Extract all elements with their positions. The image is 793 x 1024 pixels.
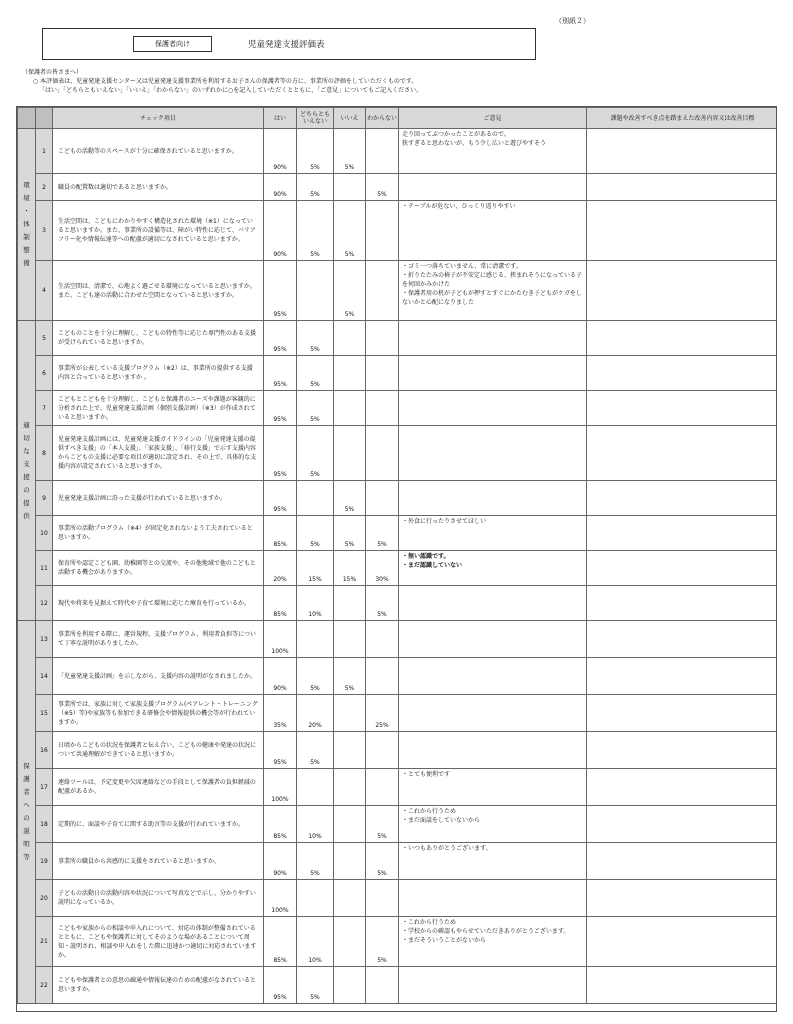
improvement-cell [587,391,778,426]
improvement-cell [587,356,778,391]
check-item-text: こどもや保護者との意思の疎通や情報伝達のための配慮がなされていると思いますか。 [53,967,264,1004]
category-char: 備 [23,259,30,267]
improvement-cell [587,426,778,481]
category-char: 援 [23,472,30,481]
opinion-cell [399,516,587,551]
category-char: 明 [23,840,30,848]
answer-yes: 95% [264,391,297,426]
item-number: 21 [36,917,53,967]
opinion-line: ・いつもありがとうございます。 [402,845,492,852]
table-row [18,321,778,356]
answer-yes: 95% [264,321,297,356]
table-row [18,658,778,695]
answer-neither [297,880,334,917]
improvement-cell [587,321,778,356]
improvement-cell [587,732,778,769]
category-char: な [23,446,30,455]
improvement-cell [587,551,778,586]
answer-unknown [366,621,399,658]
check-item-text: 生活空間は、こどもにわかりやすく構造化された環境（※1）になっていると思いますか。また、事業所の設備等は、障がい特性に応じて、バリアフリー化や情報伝達等への配慮が適切になされていると思いますか。 [53,201,264,261]
check-item-text: 事業所の職員から共感的に支援をされていると思いますか。 [53,843,264,880]
header-opinion: ご意見 [399,108,587,129]
improvement-cell [587,843,778,880]
check-item-text: 現代や将来を見据えて時代や子育て環境に応じた療育を行っているか。 [53,586,264,621]
check-item-text: こどもとこどもを十分理解し、こどもと保護者のニーズや課題が客観的に分析された上で、児童発達支援計画（個別支援計画）（※3）が作成されていると思いますか。 [53,391,264,426]
check-item-text: 生活空間は、清潔で、心地よく過ごせる環境になっていると思いますか。また、こども達の活動に合わせた空間となっていると思いますか。 [53,261,264,321]
table-row [18,695,778,732]
item-number: 11 [36,551,53,586]
answer-no [334,586,366,621]
opinion-line: ・まだそういうことがないから [402,937,487,944]
category-char: 支 [23,459,30,468]
opinion-line: ・これから行うため [402,808,457,815]
answer-unknown: 5% [366,843,399,880]
check-item-text: 連絡ツールは、予定変更や欠席連絡などの手段として保護者の負担軽減の配慮があるか。 [53,769,264,806]
check-item-text: 子どもの活動日の活動内容や状況について写真などで示し、分かりやすい説明になっているか。 [53,880,264,917]
opinion-cell [399,917,587,967]
answer-yes: 95% [264,732,297,769]
evaluation-table [17,107,777,1004]
category-char: 切 [23,433,30,442]
category-char: 供 [23,511,30,520]
answer-unknown [366,880,399,917]
answer-neither: 20% [297,695,334,732]
item-number: 10 [36,516,53,551]
item-number: 3 [36,201,53,261]
opinion-cell [399,481,587,516]
table-row [18,174,778,201]
answer-neither: 15% [297,551,334,586]
item-number: 8 [36,426,53,481]
check-item-text: 児童発達支援計画には、児童発達支援ガイドラインの「児童発達支援の提供すべき支援」の「本人支援」、「家族支援」、「移行支援」で示す支援内容からこどもの支援に必要な項目が適切に設定され、その上で、具体的な支援内容が設定されていると思いますか。 [53,426,264,481]
answer-yes: 95% [264,356,297,391]
category-char: 保 [23,762,30,770]
answer-no: 5% [334,481,366,516]
item-number: 9 [36,481,53,516]
answer-yes: 100% [264,621,297,658]
item-number: 15 [36,695,53,732]
answer-unknown [366,967,399,1004]
answer-yes: 85% [264,586,297,621]
check-item-text: 日頃からこどもの状況を保護者と伝え合い、こどもの健康や発達の状況について共通理解ができていると思いますか。 [53,732,264,769]
opinion-line: ・折りたたみの椅子が不安定に感じる、挟まれそうになっている子を何回かみかけた [402,272,583,288]
answer-unknown [366,732,399,769]
opinion-line: ・学校からの確認もやらせていただきありがとうございます。 [402,928,570,935]
check-item-text: 事業所では、家族に対して家族支援プログラム(ペアレント・トレーニング（※5）等)や家族等も参加できる研修会や情報提供の機会等が行われていますか。 [53,695,264,732]
check-item-text: 児童発達支援計画に沿った支援が行われていると思いますか。 [53,481,264,516]
answer-neither: 5% [297,356,334,391]
answer-yes: 100% [264,769,297,806]
table-row [18,880,778,917]
category-char: 制 [23,233,30,241]
improvement-cell [587,261,778,321]
item-number: 14 [36,658,53,695]
table-row [18,732,778,769]
answer-yes: 85% [264,516,297,551]
table-row [18,356,778,391]
opinion-cell [399,356,587,391]
answer-neither [297,769,334,806]
answer-neither: 5% [297,967,334,1004]
improvement-cell [587,658,778,695]
opinion-cell [399,426,587,481]
answer-unknown: 5% [366,516,399,551]
header-no: いいえ [334,108,366,129]
answer-yes: 90% [264,201,297,261]
item-number: 5 [36,321,53,356]
evaluation-sheet [16,106,777,1012]
check-item-text: 「児童発達支援計画」を示しながら、支援内容の説明がなされましたか。 [53,658,264,695]
item-number: 20 [36,880,53,917]
answer-no: 5% [334,658,366,695]
check-item-text: 定期的に、面談や子育てに関する助言等の支援が行われていますか。 [53,806,264,843]
answer-no: 5% [334,129,366,174]
opinion-line: ・まだ認識していない [402,562,463,569]
answer-neither [297,621,334,658]
item-number: 12 [36,586,53,621]
table-header-row [18,108,778,129]
answer-no [334,806,366,843]
answer-no [334,391,366,426]
opinion-cell [399,586,587,621]
answer-no [334,917,366,967]
improvement-cell [587,695,778,732]
answer-yes: 85% [264,917,297,967]
answer-unknown [366,321,399,356]
improvement-cell [587,129,778,174]
answer-neither: 5% [297,843,334,880]
header-neither: どちらとも いえない [297,108,334,129]
answer-no [334,321,366,356]
intro-text [22,68,422,95]
answer-no [334,769,366,806]
answer-neither: 5% [297,391,334,426]
table-row [18,621,778,658]
check-item-text: こどもや家族からの相談や申入れについて、対応の体制が整備されているとともに、こどもや保護者に対してそのような場があることについて周知・説明され、相談や申入れをした際に迅速かつ適切に対応されていますか。 [53,917,264,967]
answer-no: 5% [334,516,366,551]
opinion-cell [399,658,587,695]
opinion-line: ・まだ面談をしていないから [402,817,481,824]
opinion-line: ・とても便利です [402,771,451,778]
opinion-cell [399,695,587,732]
answer-yes: 20% [264,551,297,586]
item-number: 2 [36,174,53,201]
answer-unknown: 5% [366,917,399,967]
header-yes: はい [264,108,297,129]
improvement-cell [587,621,778,658]
opinion-cell [399,321,587,356]
answer-yes: 95% [264,967,297,1004]
answer-unknown [366,391,399,426]
answer-unknown [366,481,399,516]
table-row [18,261,778,321]
table-row [18,769,778,806]
improvement-cell [587,516,778,551]
category-char: 環 [23,181,30,189]
answer-neither: 10% [297,806,334,843]
answer-yes: 95% [264,261,297,321]
item-number: 7 [36,391,53,426]
opinion-line: 狭すぎると思わないが、もう少し広いと遊びやすそう [402,140,547,147]
opinion-line: ・これから行うため [402,919,457,926]
table-row [18,201,778,261]
opinion-cell [399,391,587,426]
answer-unknown [366,261,399,321]
check-item-text: 職員の配置数は適切であると思いますか。 [53,174,264,201]
answer-neither: 5% [297,174,334,201]
answer-neither: 5% [297,426,334,481]
answer-no: 5% [334,201,366,261]
answer-unknown [366,129,399,174]
answer-neither: 5% [297,129,334,174]
answer-unknown [366,769,399,806]
opinion-cell [399,806,587,843]
improvement-cell [587,769,778,806]
opinion-line: ・無い認識です。 [402,553,450,560]
opinion-line: ・保護者用の机が子どもが押すとすぐにかたむき子どもがケガをしないかと心配になりました [402,290,582,306]
item-number: 19 [36,843,53,880]
answer-no [334,843,366,880]
category-char: 等 [23,853,30,861]
answer-neither: 5% [297,321,334,356]
answer-unknown: 5% [366,806,399,843]
category-char: 者 [23,788,30,796]
table-row [18,917,778,967]
answer-no [334,967,366,1004]
item-number: 1 [36,129,53,174]
item-number: 6 [36,356,53,391]
answer-no [334,621,366,658]
header-corner [18,108,36,129]
category-char: 体 [23,220,30,228]
item-number: 16 [36,732,53,769]
check-item-text: 事業所の活動プログラム（※4）が固定化されないよう工夫されていると思いますか。 [53,516,264,551]
answer-yes: 95% [264,426,297,481]
table-row [18,516,778,551]
opinion-line: ・外食に行ったりさせてほしい [402,518,487,525]
category-char: ・ [23,207,30,215]
category-char: 説 [23,827,30,835]
answer-unknown: 30% [366,551,399,586]
check-item-text: 保育所や認定こども園、幼稚園等との交流や、その他地域で他のこどもと活動する機会がありますか。 [53,551,264,586]
table-row [18,481,778,516]
answer-neither: 5% [297,201,334,261]
intro-line-1: ○ 本評価表は、児童発達支援センター又は児童発達支援事業所を利用するお子さんの保護者等の方に、事業所の評価をしていただくものです。 [33,78,418,85]
improvement-cell [587,967,778,1004]
improvement-cell [587,880,778,917]
title-box [42,28,536,60]
answer-yes: 100% [264,880,297,917]
improvement-cell [587,917,778,967]
attachment-label: （別紙２） [555,17,590,25]
improvement-cell [587,201,778,261]
opinion-cell [399,880,587,917]
category-char: 適 [23,420,30,429]
answer-unknown [366,356,399,391]
opinion-line: ・ゴミ一つ落ちていません、常に清潔です。 [402,263,522,270]
answer-neither [297,261,334,321]
answer-yes: 90% [264,843,297,880]
table-row [18,391,778,426]
document-title: 児童発達支援評価表 [248,40,325,50]
answer-unknown [366,658,399,695]
category-cell [18,621,36,1004]
answer-yes: 85% [264,806,297,843]
category-char: 提 [23,498,30,507]
improvement-cell [587,806,778,843]
opinion-cell [399,261,587,321]
opinion-cell [399,174,587,201]
intro-salutation: （保護者の皆さまへ） [22,69,83,76]
answer-yes: 90% [264,658,297,695]
table-row [18,129,778,174]
answer-unknown: 5% [366,586,399,621]
table-row [18,586,778,621]
answer-neither: 5% [297,732,334,769]
answer-neither [297,481,334,516]
answer-no [334,356,366,391]
answer-no [334,426,366,481]
answer-neither: 5% [297,658,334,695]
item-number: 13 [36,621,53,658]
opinion-line: 走り回ってぶつかったことがあるので。 [402,131,510,138]
category-char: 護 [23,775,30,783]
header-unknown: わからない [366,108,399,129]
table-row [18,426,778,481]
category-char: 整 [23,246,30,254]
category-char: 境 [23,194,30,202]
check-item-text: こどものことを十分に理解し、こどもの特性等に応じた専門性のある支援が受けられていると思いますか。 [53,321,264,356]
improvement-cell [587,481,778,516]
intro-line-2: 「はい」「どちらともいえない」「いいえ」「わからない」のいずれかに○を記入していただくとともに、「ご意見」についてもご記入ください。 [39,87,423,94]
answer-neither: 5% [297,516,334,551]
category-char: の [23,485,30,494]
audience-label: 保護者向け [133,36,212,52]
header-corner-number [36,108,53,129]
opinion-cell [399,967,587,1004]
answer-yes: 95% [264,481,297,516]
item-number: 17 [36,769,53,806]
category-char: の [23,814,30,822]
answer-unknown: 25% [366,695,399,732]
check-item-text: 事業所を利用する際に、運営規程、支援プログラム、利用者負担等について丁寧な説明がありましたか。 [53,621,264,658]
answer-unknown [366,426,399,481]
answer-no [334,732,366,769]
category-char: へ [23,801,30,809]
improvement-cell [587,174,778,201]
opinion-cell [399,843,587,880]
item-number: 4 [36,261,53,321]
answer-neither: 10% [297,917,334,967]
answer-unknown: 5% [366,174,399,201]
item-number: 18 [36,806,53,843]
opinion-cell [399,621,587,658]
check-item-text: 事業所が公表している支援プログラム（※2）は、事業所の提供する支援内容と合っていると思いますか 。 [53,356,264,391]
opinion-cell [399,201,587,261]
check-item-text: こどもの活動等のスペースが十分に確保されていると思いますか。 [53,129,264,174]
answer-neither: 10% [297,586,334,621]
opinion-cell [399,551,587,586]
category-cell [18,129,36,321]
opinion-line: ・テーブルが危ない、ひっくり返りやすい [402,203,516,210]
table-row [18,843,778,880]
item-number: 22 [36,967,53,1004]
answer-yes: 90% [264,129,297,174]
table-row [18,806,778,843]
header-check-items: チェック項目 [53,108,264,129]
answer-no [334,174,366,201]
answer-no: 15% [334,551,366,586]
category-cell [18,321,36,621]
answer-yes: 90% [264,174,297,201]
table-row [18,967,778,1004]
opinion-cell [399,732,587,769]
opinion-cell [399,129,587,174]
header-improvement: 課題や改善すべき点を踏まえた改善内容又は改善目標 [587,108,778,129]
answer-no: 5% [334,261,366,321]
answer-no [334,695,366,732]
answer-no [334,880,366,917]
opinion-cell [399,769,587,806]
table-row [18,551,778,586]
improvement-cell [587,586,778,621]
answer-yes: 35% [264,695,297,732]
answer-unknown [366,201,399,261]
